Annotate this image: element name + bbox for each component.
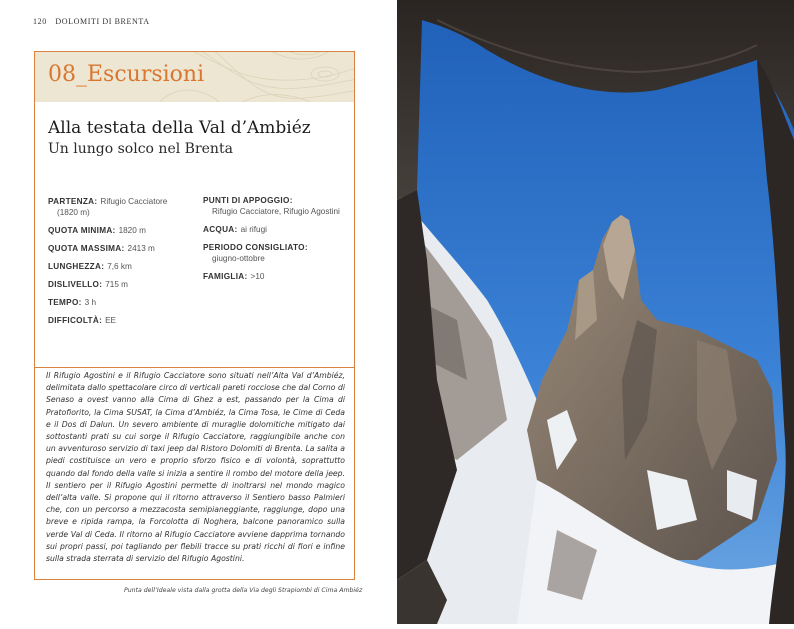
fact-value: giugno-ottobre xyxy=(212,254,265,263)
route-subtitle: Un lungo solco nel Brenta xyxy=(48,141,233,157)
route-description: Il Rifugio Agostini e il Rifugio Cacciatore sono situati nell’Alta Val d’Ambiéz, delimitata dallo spettacolare circo di verticali pareti rocciose che dal Corno di Senaso a ovest vanno alla Cima di Ghez a est, passando per la Cima di Pratofiorito, la Cima SUSAT, la Cima d’Ambiéz, la Cima Tosa, le Cime di Ceda e il Dos di Dalun. Un severo ambiente di muraglie dolomitiche mitigato dai sottostanti prati su cui sorge il Rifugio Cacciatore, raggiungibile anche con un avventuroso servizio di taxi jeep dal Ristoro Dolomiti di Brenta. La salita a piedi costituisce un vero e proprio sforzo fisico e di volontà, soprattutto quando dal fondo della valle si inizia a sentire il rombo del motore della jeep. Il sentiero per il Rifugio Agostini permette di inoltrarsi nel mondo magico dell’alta valle. Si propone qui il ritorno attraverso il Sentiero basso Palmieri che, con un percorso a mezzacosta semipianeggiante, raggiunge, dopo una breve e ripida rampa, la Forcolotta di Noghera, balcone panoramico sulla verde Val di Ceda. Il ritorno al Rifugio Cacciatore avviene dapprima tornando sui propri passi, poi tagliando per flebili tracce su prati ricchi di fiori e infine sulla strada sterrata di servizio del Rifugio Agostini. xyxy=(46,371,345,564)
section-label: 08_Escursioni xyxy=(48,62,205,87)
fact-dislivello xyxy=(48,279,188,290)
facts-right xyxy=(203,195,348,289)
fact-key: QUOTA MASSIMA : xyxy=(48,244,125,253)
mountain-photo xyxy=(397,0,794,624)
fact-value: 2413 m xyxy=(127,244,155,253)
fact-key: TEMPO : xyxy=(48,298,82,307)
left-page xyxy=(0,0,397,624)
page-number: 120 xyxy=(33,17,47,26)
fact-partenza xyxy=(48,196,188,218)
fact-value: 7,6 km xyxy=(107,262,132,271)
facts-left xyxy=(48,196,188,333)
fact-value: Rifugio Cacciatore, Rifugio Agostini xyxy=(212,207,340,216)
fact-key: DISLIVELLO : xyxy=(48,280,102,289)
fact-value: 3 h xyxy=(84,298,97,307)
fact-lunghezza xyxy=(48,261,188,272)
fact-value-continued: (1820 m) xyxy=(57,208,90,217)
fact-value: EE xyxy=(105,316,117,325)
fact-key: DIFFICOLTÀ : xyxy=(48,316,102,325)
fact-value: 715 m xyxy=(105,280,129,289)
fact-quota-minima xyxy=(48,225,188,236)
fact-key: PERIODO CONSIGLIATO : xyxy=(203,243,308,252)
fact-periodo-consigliato xyxy=(203,242,348,264)
fact-key: LUNGHEZZA : xyxy=(48,262,104,271)
running-head xyxy=(33,17,150,26)
fact-value: ai rifugi xyxy=(240,225,267,234)
section-band xyxy=(35,52,354,102)
fact-key: ACQUA : xyxy=(203,225,238,234)
fact-key: PUNTI DI APPOGGIO : xyxy=(203,196,293,205)
fact-key: FAMIGLIA : xyxy=(203,272,248,281)
fact-value: 1820 m xyxy=(118,226,146,235)
fact-key: QUOTA MINIMA : xyxy=(48,226,116,235)
fact-acqua xyxy=(203,224,348,235)
fact-difficolta xyxy=(48,315,188,326)
route-card xyxy=(34,51,355,580)
divider xyxy=(35,367,354,368)
fact-punti-di-appoggio xyxy=(203,195,348,217)
route-title: Alla testata della Val d’Ambiéz xyxy=(48,118,311,138)
fact-value: Rifugio Cacciatore xyxy=(100,197,168,206)
fact-value: >10 xyxy=(250,272,265,281)
photo-caption: Punta dell’Ideale vista dalla grotta della Via degli Strapiombi di Cima Ambiéz xyxy=(124,587,363,594)
fact-key: PARTENZA : xyxy=(48,197,97,206)
fact-tempo xyxy=(48,297,188,308)
mountain-photo-illustration xyxy=(397,0,794,624)
fact-famiglia xyxy=(203,271,348,282)
book-title: DOLOMITI DI BRENTA xyxy=(55,17,150,26)
fact-quota-massima xyxy=(48,243,188,254)
